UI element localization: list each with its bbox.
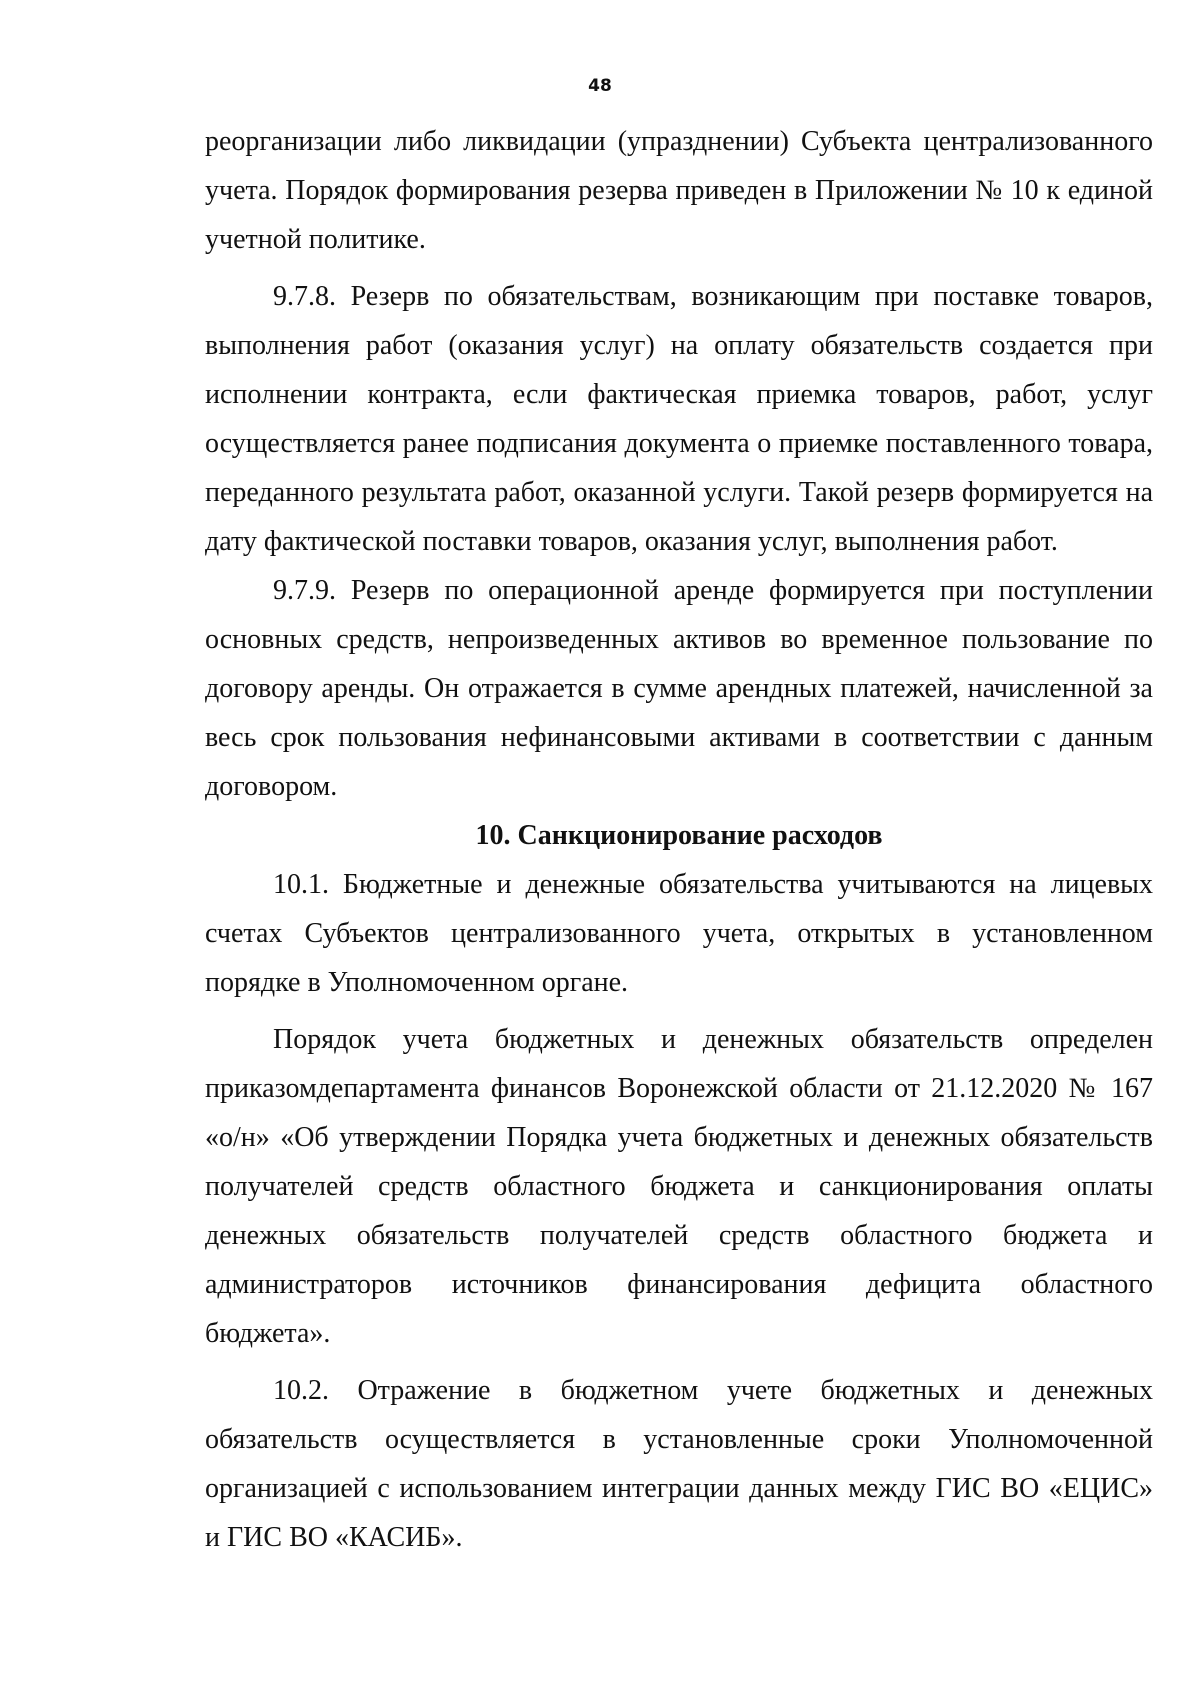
section-heading: 10. Санкционирование расходов (475, 820, 883, 851)
page-number: 48 (588, 76, 612, 96)
paragraph-9-7-8: 9.7.8. Резерв по обязательствам, возникающим при поставке товаров, выполнения работ (оказания услуг) на оплату обязательств создается при исполнении контракта, если фактическая приемка товаров, работ, услуг осуществляется ранее подписания документа о приемке поставленного товара, переданного результата работ, оказанной услуги. Такой резерв формируется на дату фактической поставки товаров, оказания услуг, выполнения работ. (205, 281, 1153, 557)
paragraph-continuation: реорганизации либо ликвидации (упразднении) Субъекта централизованного учета. Порядок формирования резерва приведен в Приложении № 10 к единой учетной политике. (205, 126, 1153, 255)
document-body (205, 117, 1153, 1562)
paragraph-10-2: 10.2. Отражение в бюджетном учете бюджетных и денежных обязательств осуществляется в установленные сроки Уполномоченной организацией с использованием интеграции данных между ГИС ВО «ЕЦИС» и ГИС ВО «КАСИБ». (205, 1375, 1153, 1553)
paragraph-9-7-9: 9.7.9. Резерв по операционной аренде формируется при поступлении основных средств, непроизведенных активов во временное пользование по договору аренды. Он отражается в сумме арендных платежей, начисленной за весь срок пользования нефинансовыми активами в соответствии с данным договором. (205, 575, 1153, 802)
paragraph-10-1: 10.1. Бюджетные и денежные обязательства учитываются на лицевых счетах Субъектов централизованного учета, открытых в установленном порядке в Уполномоченном органе. (205, 869, 1153, 998)
paragraph-procedure: Порядок учета бюджетных и денежных обязательств определен приказомдепартамента финансов Воронежской области от 21.12.2020 № 167 «о/н» «Об утверждении Порядка учета бюджетных и денежных обязательств получателей средств областного бюджета и санкционирования оплаты денежных обязательств получателей средств областного бюджета и администраторов источников финансирования дефицита областного бюджета». (205, 1024, 1153, 1349)
